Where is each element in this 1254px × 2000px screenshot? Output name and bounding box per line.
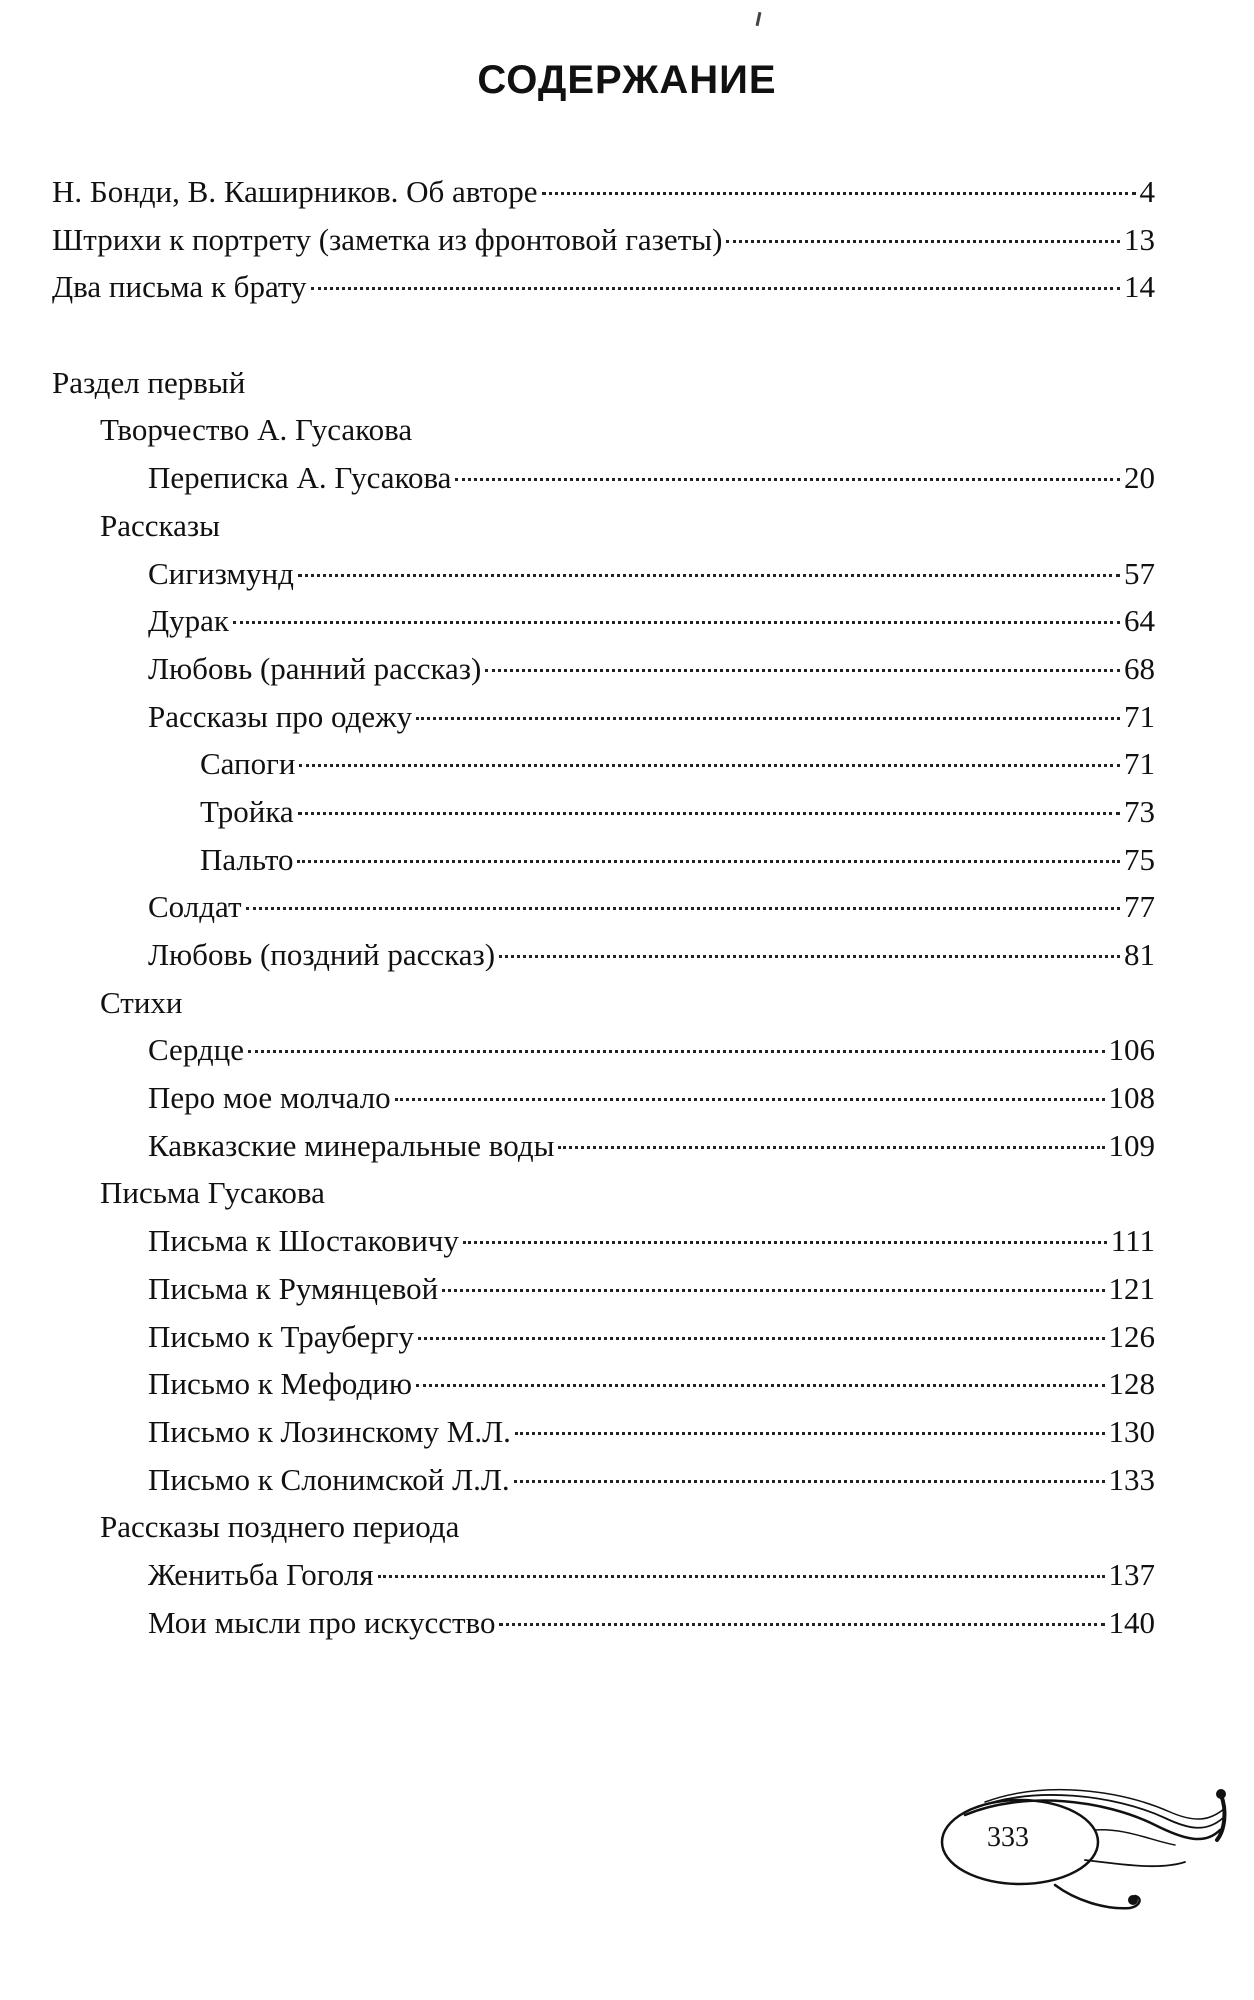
toc-entry[interactable]: [52, 1599, 1155, 1647]
toc-entry[interactable]: [52, 740, 1155, 788]
toc-entry-page: 111: [1110, 1223, 1155, 1259]
toc-entry[interactable]: [52, 168, 1155, 216]
dot-leader: [542, 192, 1136, 195]
dot-leader: [248, 1050, 1104, 1053]
toc-entry-title: Н. Бонди, В. Каширников. Об авторе: [52, 174, 538, 209]
toc-entry[interactable]: [52, 1551, 1155, 1599]
toc-entry[interactable]: [52, 693, 1155, 741]
toc-entry-title: Сигизмунд: [148, 555, 294, 591]
dot-leader: [378, 1575, 1105, 1578]
toc-entry-title: Письмо к Траубергу: [148, 1318, 414, 1354]
toc-entry[interactable]: [52, 454, 1155, 502]
toc-section-heading: [52, 979, 1155, 1027]
toc-entry-page: 133: [1108, 1461, 1155, 1497]
toc-entry[interactable]: [52, 1456, 1155, 1504]
dot-leader: [299, 764, 1120, 767]
toc-entry-page: 140: [1108, 1604, 1155, 1640]
toc-entry[interactable]: [52, 788, 1155, 836]
dot-leader: [558, 1146, 1104, 1149]
toc-entry[interactable]: [52, 931, 1155, 979]
toc-entry-title: Два письма к брату: [52, 269, 307, 305]
toc-entry[interactable]: [52, 550, 1155, 598]
toc-entry[interactable]: [52, 1408, 1155, 1456]
toc-entry[interactable]: [52, 836, 1155, 884]
toc-entry-title: Сапоги: [200, 746, 296, 782]
section-heading-text: Раздел первый: [52, 364, 246, 400]
margin-mark: [756, 12, 762, 26]
toc-entry-title: Штрихи к портрету (заметка из фронтовой газеты): [52, 221, 723, 257]
toc-entry-page: 14: [1124, 269, 1155, 305]
toc-entry-title: Мои мысли про искусство: [148, 1604, 496, 1640]
toc-entry-page: 4: [1139, 174, 1155, 209]
dot-leader: [515, 1432, 1105, 1435]
toc-entry-title: Письмо к Лозинскому М.Л.: [148, 1413, 511, 1449]
toc-entry[interactable]: [52, 1122, 1155, 1170]
section-heading-text: Творчество А. Гусакова: [100, 412, 413, 448]
toc-entry-title: Дурак: [148, 603, 229, 639]
toc-entry-title: Пальто: [200, 841, 294, 877]
toc-entry-title: Любовь (ранний рассказ): [148, 650, 482, 686]
dot-leader: [499, 1623, 1104, 1626]
toc-entry-title: Переписка А. Гусакова: [148, 460, 452, 496]
toc-section-heading: [52, 502, 1155, 550]
dot-leader: [418, 1337, 1105, 1340]
toc-entry[interactable]: [52, 1265, 1155, 1313]
toc-section-heading: [52, 359, 1155, 407]
toc-entry-page: 71: [1124, 746, 1155, 782]
toc-entry-title: Письмо к Слонимской Л.Л.: [148, 1461, 510, 1497]
toc-entry-title: Солдат: [148, 889, 242, 925]
toc-entry-page: 57: [1124, 555, 1155, 591]
toc-entry-page: 71: [1124, 698, 1155, 734]
toc-entry[interactable]: [52, 645, 1155, 693]
toc-entry-page: 13: [1124, 221, 1155, 257]
toc-entry[interactable]: [52, 1360, 1155, 1408]
spacer: [52, 311, 1155, 359]
dot-leader: [298, 574, 1120, 577]
toc-entry-title: Тройка: [200, 793, 294, 829]
toc-entry-title: Перо мое молчало: [148, 1080, 391, 1116]
dot-leader: [514, 1480, 1105, 1483]
dot-leader: [297, 860, 1120, 863]
flourish-ornament: [935, 1770, 1235, 1940]
toc-entry-page: 128: [1108, 1366, 1155, 1402]
dot-leader: [463, 1241, 1107, 1244]
toc-entry-page: 106: [1108, 1032, 1155, 1068]
toc-entry-page: 73: [1124, 793, 1155, 829]
dot-leader: [416, 1384, 1104, 1387]
dot-leader: [233, 621, 1120, 624]
toc-entry-page: 68: [1124, 650, 1155, 686]
toc-entry[interactable]: [52, 263, 1155, 311]
toc-entry-page: 64: [1124, 603, 1155, 639]
toc-section-heading: [52, 406, 1155, 454]
page-number: 333: [987, 1822, 1029, 1853]
dot-leader: [442, 1289, 1104, 1292]
toc-entry-page: 108: [1108, 1080, 1155, 1116]
toc-entry[interactable]: [52, 883, 1155, 931]
dot-leader: [485, 669, 1120, 672]
dot-leader: [311, 287, 1120, 290]
toc-entry-title: Любовь (поздний рассказ): [148, 937, 496, 972]
toc-entry-title: Письмо к Мефодию: [148, 1366, 413, 1402]
toc-entry[interactable]: [52, 1313, 1155, 1361]
toc-entry-title: Кавказские минеральные воды: [148, 1127, 555, 1163]
dot-leader: [246, 907, 1120, 910]
toc-entry[interactable]: [52, 1217, 1155, 1265]
toc-entry[interactable]: [52, 216, 1155, 264]
dot-leader: [395, 1098, 1105, 1101]
toc-entry-page: 126: [1108, 1318, 1155, 1354]
dot-leader: [499, 955, 1120, 958]
toc-entry-title: Письма к Румянцевой: [148, 1270, 439, 1306]
toc-entry-page: 81: [1124, 937, 1155, 972]
toc-entry-title: Рассказы про одежу: [148, 698, 413, 734]
toc-entry-page: 137: [1108, 1556, 1155, 1592]
dot-leader: [726, 240, 1120, 243]
table-of-contents: [52, 168, 1155, 1646]
section-heading-text: Стихи: [100, 984, 183, 1020]
toc-entry-page: 77: [1124, 889, 1155, 925]
toc-entry[interactable]: [52, 1026, 1155, 1074]
toc-entry-title: Женитьба Гоголя: [148, 1556, 374, 1592]
section-heading-text: Рассказы: [100, 507, 220, 543]
toc-entry-title: Письма к Шостаковичу: [148, 1223, 459, 1259]
toc-section-heading: [52, 1503, 1155, 1551]
toc-section-heading: [52, 1169, 1155, 1217]
section-heading-text: Письма Гусакова: [100, 1175, 325, 1211]
toc-entry-page: 121: [1108, 1270, 1155, 1306]
dot-leader: [416, 717, 1120, 720]
toc-entry-page: 109: [1108, 1127, 1155, 1163]
toc-entry-page: 130: [1108, 1413, 1155, 1449]
toc-entry[interactable]: [52, 597, 1155, 645]
dot-leader: [298, 812, 1120, 815]
toc-entry[interactable]: [52, 1074, 1155, 1122]
toc-entry-page: 75: [1124, 841, 1155, 877]
page-title: СОДЕРЖАНИЕ: [477, 58, 777, 102]
toc-entry-page: 20: [1124, 460, 1155, 496]
toc-entry-title: Сердце: [148, 1032, 245, 1068]
section-heading-text: Рассказы позднего периода: [100, 1509, 460, 1545]
dot-leader: [455, 478, 1120, 481]
